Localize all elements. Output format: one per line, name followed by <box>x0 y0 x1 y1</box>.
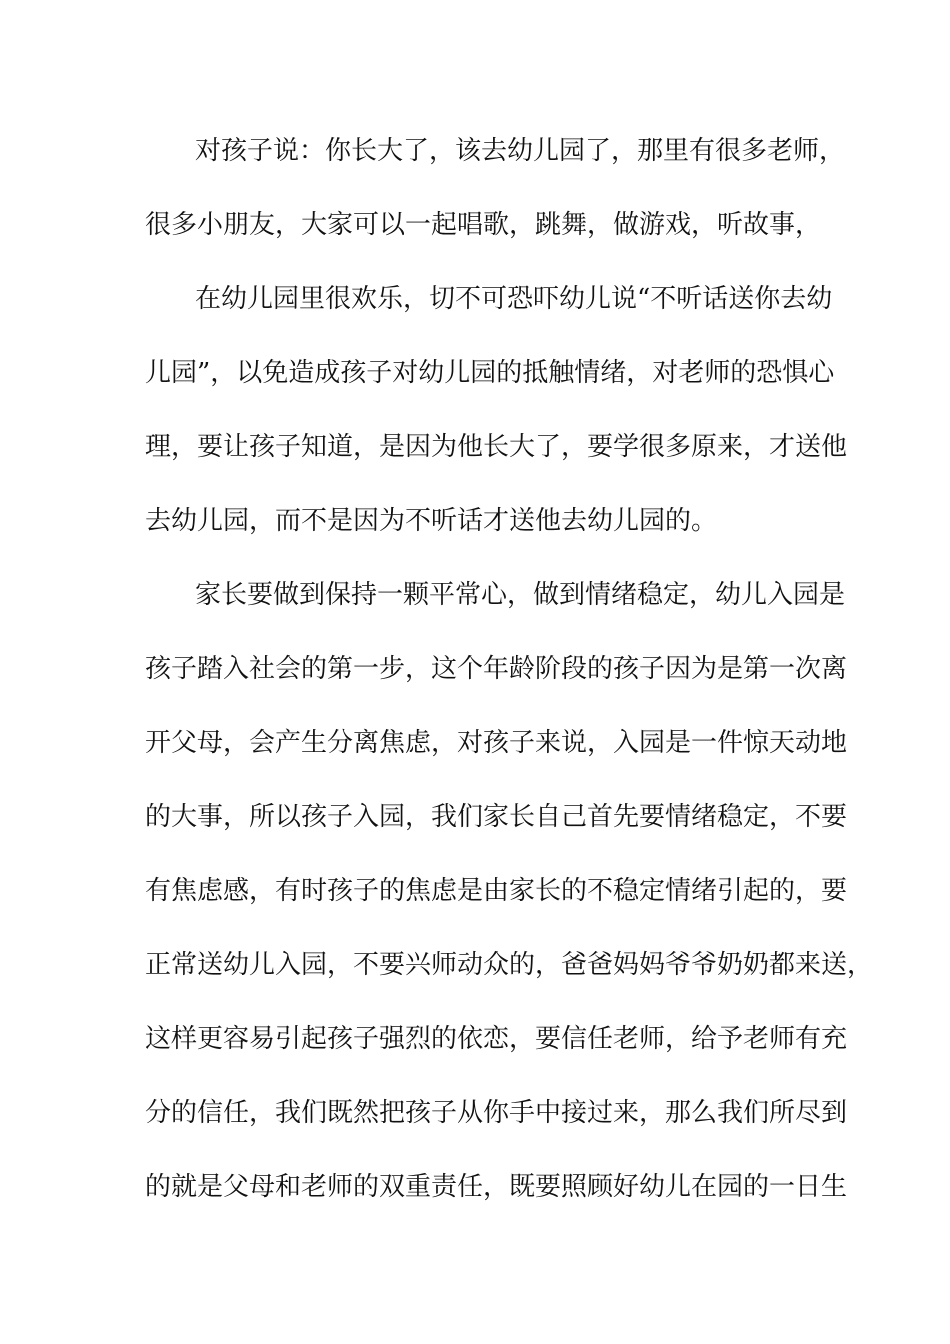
paragraph-line: 对孩子说：你长大了，该去幼儿园了，那里有很多老师， <box>195 136 846 166</box>
paragraph-line: 很多小朋友，大家可以一起唱歌，跳舞，做游戏，听故事， <box>145 210 822 240</box>
document-body <box>145 127 874 1237</box>
paragraph-line: 理，要让孩子知道，是因为他长大了，要学很多原来，才送他 <box>145 432 848 462</box>
paragraph-line: 开父母，会产生分离焦虑，对孩子来说，入园是一件惊天动地 <box>145 728 848 758</box>
paragraph-line: 这样更容易引起孩子强烈的依恋，要信任老师，给予老师有充 <box>145 1024 848 1054</box>
paragraph-line: 儿园”，以免造成孩子对幼儿园的抵触情绪，对老师的恐惧心 <box>145 358 835 388</box>
paragraph-line: 有焦虑感，有时孩子的焦虑是由家长的不稳定情绪引起的，要 <box>145 876 848 906</box>
paragraph-line: 的就是父母和老师的双重责任，既要照顾好幼儿在园的一日生 <box>145 1172 848 1202</box>
paragraph-line: 孩子踏入社会的第一步，这个年龄阶段的孩子因为是第一次离 <box>145 654 848 684</box>
paragraph-line: 分的信任，我们既然把孩子从你手中接过来，那么我们所尽到 <box>145 1098 848 1128</box>
paragraph-line: 在幼儿园里很欢乐，切不可恐吓幼儿说“不听话送你去幼 <box>195 284 833 314</box>
paragraph-line: 去幼儿园，而不是因为不听话才送他去幼儿园的。 <box>145 506 718 536</box>
paragraph-line: 正常送幼儿入园，不要兴师动众的，爸爸妈妈爷爷奶奶都来送， <box>145 950 874 980</box>
paragraph-line: 家长要做到保持一颗平常心，做到情绪稳定，幼儿入园是 <box>195 580 846 610</box>
paragraph-line: 的大事，所以孩子入园，我们家长自己首先要情绪稳定，不要 <box>145 802 848 832</box>
